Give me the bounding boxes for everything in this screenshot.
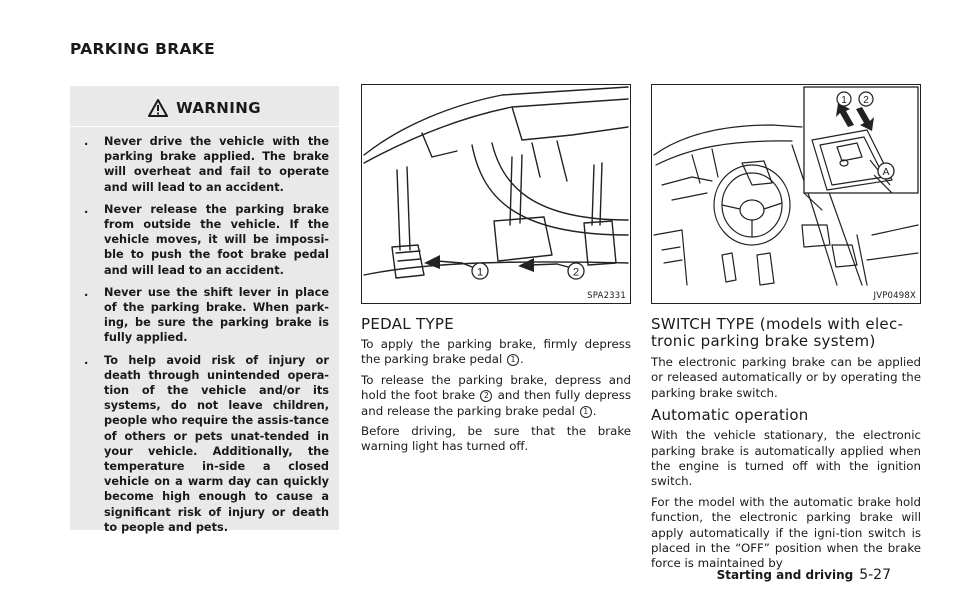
warning-item: . To help avoid risk of injury or death through unintended opera-tion of the vehicle and/or its systems, do not leave children, people who require the assis-tance of others or pets unat-tended in your vehicle. Additionally, the temperature in-side a closed vehicle on a warm day can quickly become high enough to cause a significant risk of injury or death to people and pets.	[84, 353, 329, 534]
circled-number-1: 1	[580, 406, 592, 418]
bullet: .	[84, 135, 89, 148]
paragraph: To apply the parking brake, firmly depress the parking brake pedal 1 .	[361, 337, 631, 367]
warning-list	[70, 134, 339, 542]
callout-2: 2	[863, 95, 869, 106]
warning-box	[70, 86, 339, 534]
circled-number-1: 1	[507, 354, 519, 366]
callout-1: 1	[841, 95, 847, 106]
paragraph: The electronic parking brake can be applied or released automatically or by operating the parking brake switch.	[651, 355, 921, 400]
callout-a: A	[882, 166, 890, 178]
figure-code: JVP0498X	[873, 291, 916, 301]
switch-type-section	[651, 316, 921, 572]
footer-section-title: Starting and driving	[716, 568, 854, 582]
paragraph: For the model with the automatic brake hold function, the electronic parking brake will apply automatically if the igni-tion switch is placed in the “OFF” position when the brake force is maintained by	[651, 494, 921, 571]
warning-title: WARNING	[176, 99, 261, 117]
figure-code: SPA2331	[587, 291, 626, 301]
callout-1: 1	[476, 266, 484, 279]
warning-item: . Never release the parking brake from outside the vehicle. If the vehicle moves, it will be impossi-ble to push the foot brake pedal and will lead to an accident.	[84, 202, 329, 277]
paragraph: To release the parking brake, depress and hold the foot brake 2 and then fully depress and release the parking brake pedal 1 .	[361, 372, 631, 418]
warning-triangle-icon	[148, 99, 168, 117]
paragraph: With the vehicle stationary, the electronic parking brake is automatically applied when the engine is turned off with the ignition switch.	[651, 428, 921, 489]
page-footer	[717, 567, 891, 583]
page-heading: PARKING BRAKE	[70, 40, 215, 58]
paragraph: Before driving, be sure that the brake warning light has turned off.	[361, 424, 631, 454]
pedal-type-section	[361, 316, 631, 455]
bullet: .	[84, 353, 89, 367]
circled-number-2: 2	[480, 390, 492, 402]
section-heading: PEDAL TYPE	[361, 315, 455, 333]
sub-heading: Automatic operation	[651, 406, 809, 425]
section-heading: SWITCH TYPE (models with elec-tronic parking brake system)	[651, 315, 904, 350]
warning-divider	[70, 126, 339, 127]
figure-pedal-type	[361, 84, 631, 304]
warning-header	[70, 94, 339, 122]
pedal-illustration	[362, 85, 630, 290]
bullet: .	[84, 202, 89, 216]
switch-illustration	[652, 85, 920, 290]
page-number: 5-27	[859, 567, 891, 583]
callout-2: 2	[572, 266, 580, 279]
bullet: .	[84, 285, 89, 299]
figure-switch-type	[651, 84, 921, 304]
warning-item: . Never use the shift lever in place of the parking brake. When park-ing, be sure the parking brake is fully applied.	[84, 285, 329, 345]
warning-item: . Never drive the vehicle with the parking brake applied. The brake will overheat and fail to operate and will lead to an accident.	[84, 135, 329, 194]
